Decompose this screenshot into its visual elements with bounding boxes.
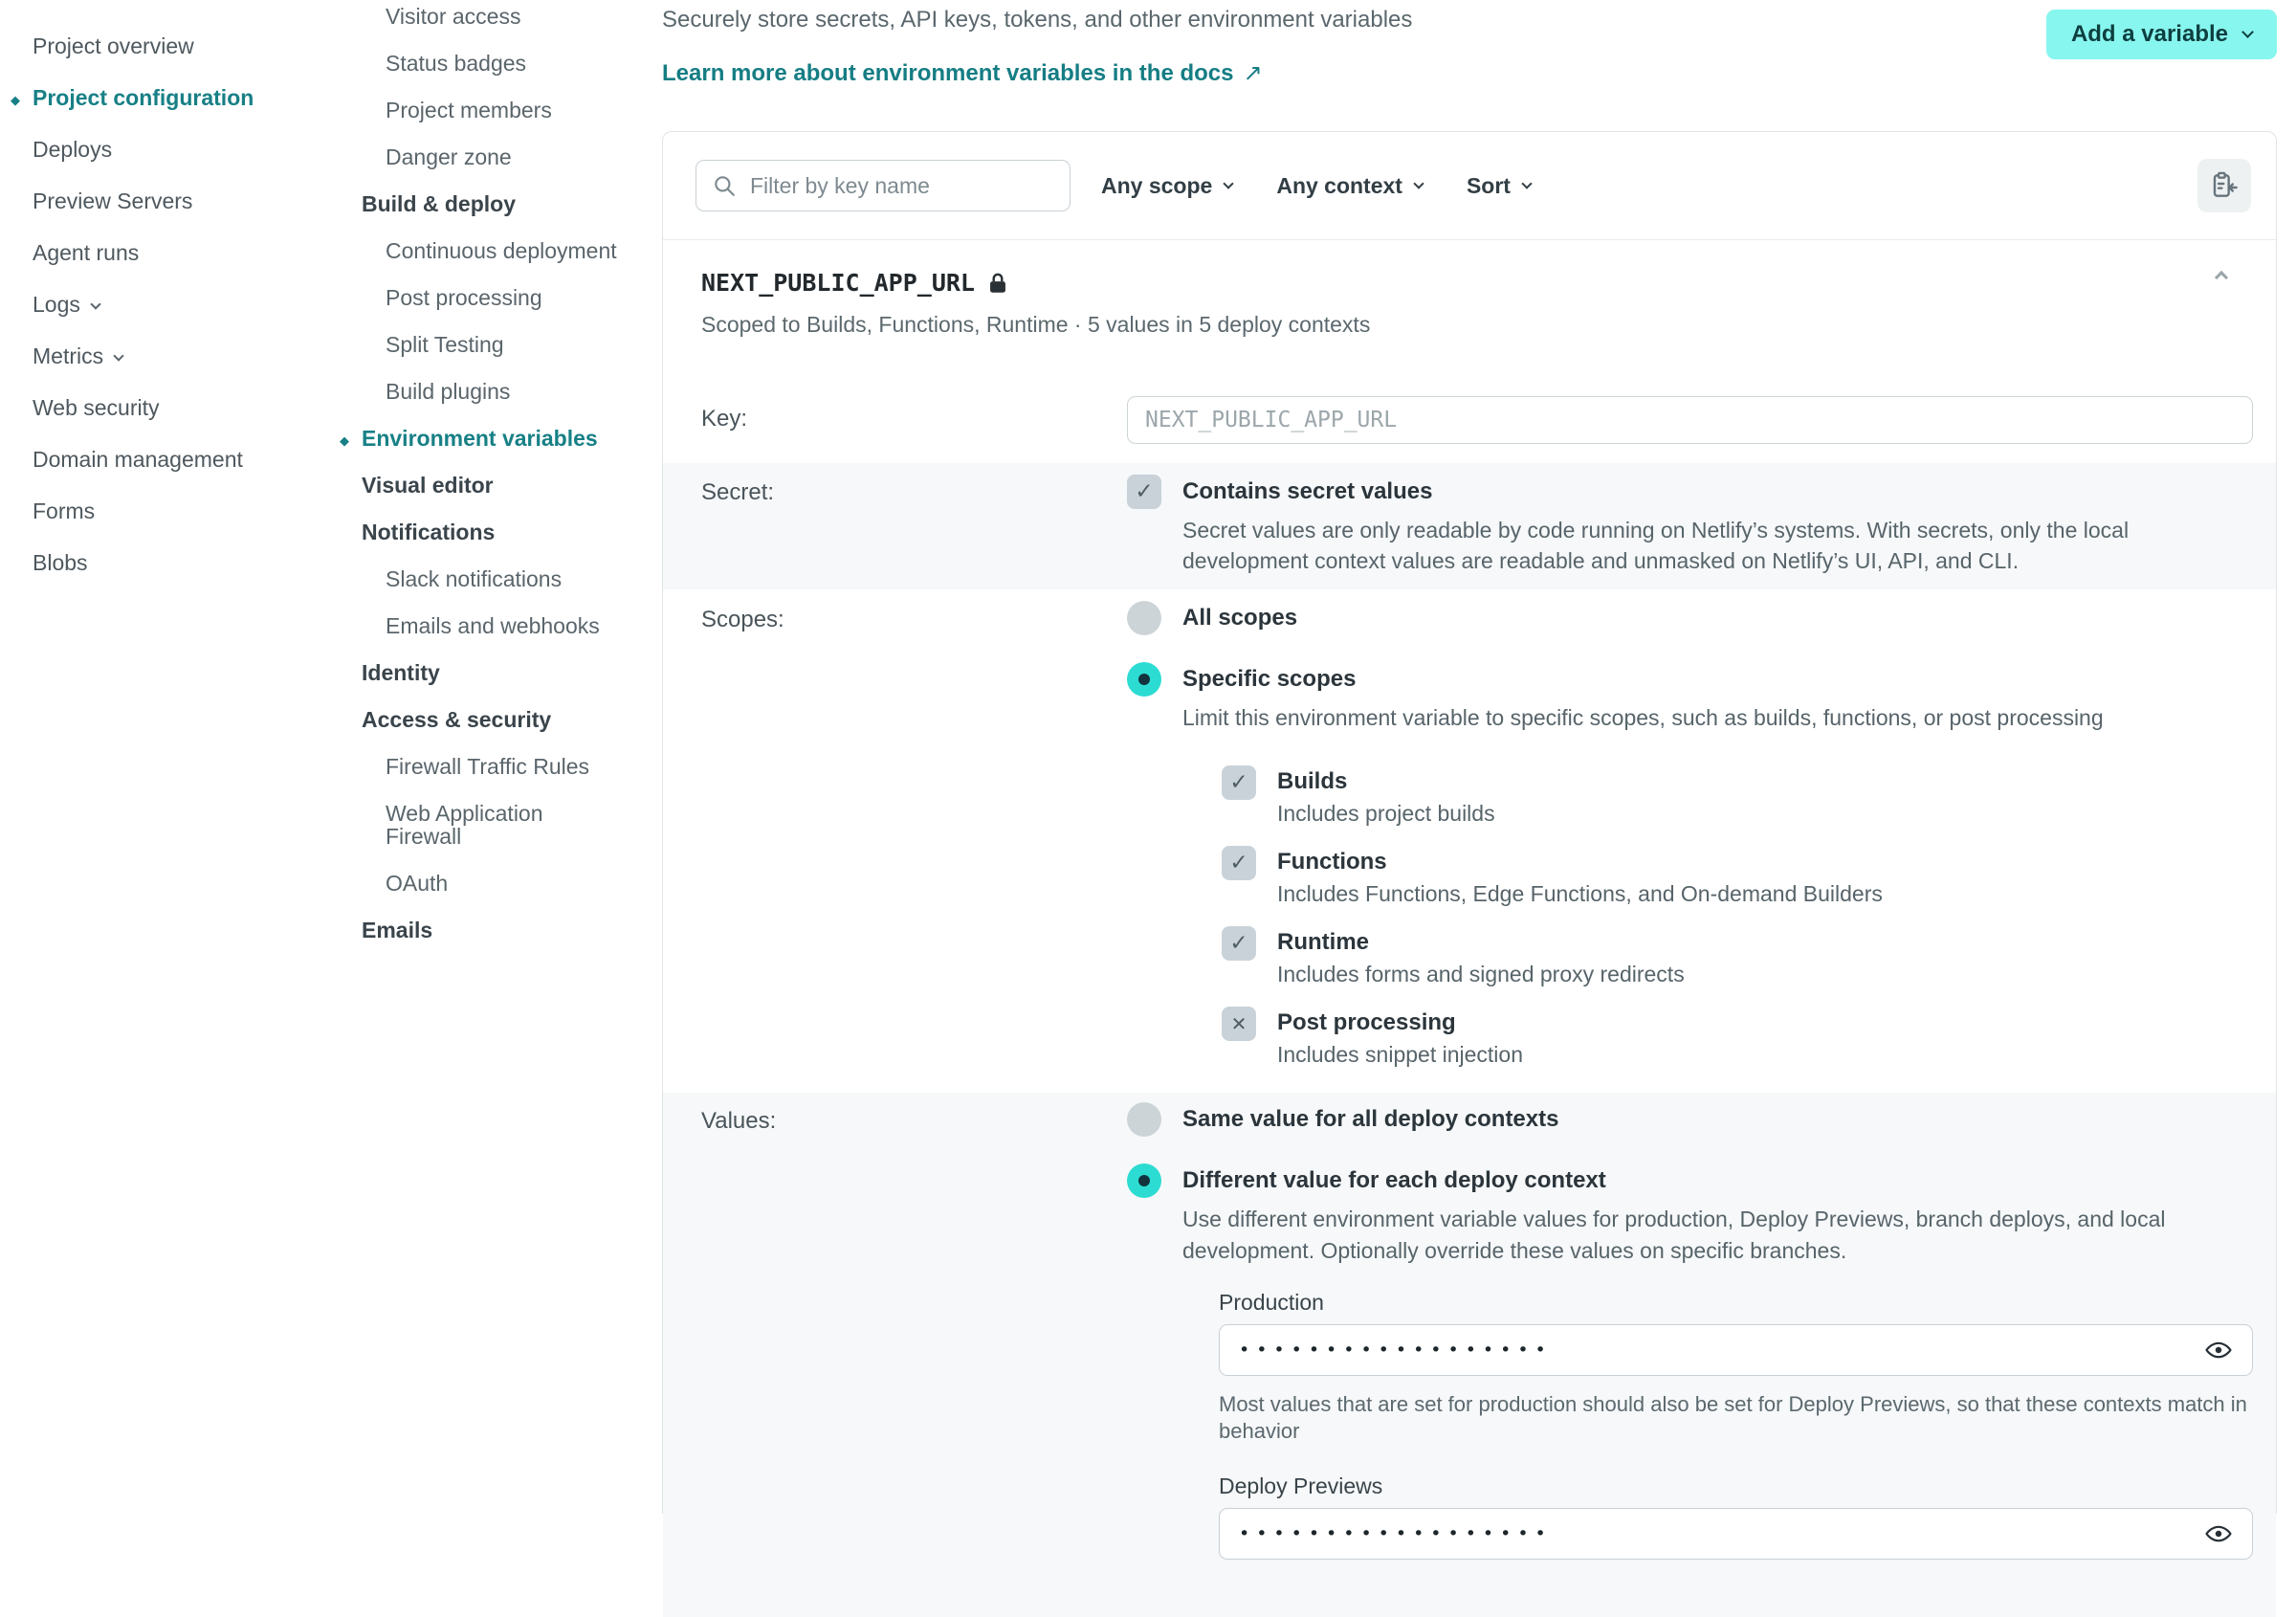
sidebar-item-logs[interactable]: [33, 293, 344, 316]
main-content: [660, 0, 2296, 1544]
sidebar-item-label: Agent runs: [33, 240, 140, 265]
sidebar-item-label: Preview Servers: [33, 188, 193, 213]
sidebar-item-label: Metrics: [33, 343, 104, 368]
chevron-down-icon: [1413, 178, 1424, 188]
sidebar-item-deploys[interactable]: [33, 138, 344, 161]
all-scopes-radio[interactable]: [1127, 601, 1161, 635]
runtime-checkbox[interactable]: [1222, 926, 1256, 961]
chevron-down-icon: [1224, 178, 1234, 188]
sidebar-item-domain-management[interactable]: [33, 448, 344, 471]
sidebar-item-preview-servers[interactable]: [33, 189, 344, 212]
scope-item-post-processing: [1222, 1007, 2104, 1068]
sidebar-item-firewall-traffic-rules[interactable]: Firewall Traffic Rules: [386, 754, 590, 779]
sidebar-item-slack-notifications[interactable]: Slack notifications: [386, 566, 563, 591]
variable-name: [701, 269, 2234, 298]
scope-filter-label: Any scope: [1101, 172, 1213, 198]
functions-description: Includes Functions, Edge Functions, and On-demand Builders: [1277, 881, 1883, 906]
variable-scope-summary: Scoped to Builds, Functions, Runtime · 5 values in 5 deploy contexts: [701, 312, 1371, 337]
active-diamond-icon: [340, 431, 349, 454]
lock-icon: [988, 273, 1007, 294]
scopes-row: [663, 589, 2276, 1093]
contains-secret-checkbox[interactable]: [1127, 475, 1161, 509]
sidebar-item-build-plugins[interactable]: Build plugins: [386, 379, 511, 404]
scopes-label: Scopes:: [701, 607, 784, 632]
builds-description: Includes project builds: [1277, 801, 1495, 826]
specific-scopes-description: Limit this environment variable to specific scopes, such as builds, functions, or post processing: [1182, 705, 2104, 730]
active-diamond-icon: [11, 90, 20, 113]
sidebar-item-project-configuration[interactable]: [33, 86, 344, 109]
sidebar-item-post-processing[interactable]: Post processing: [386, 285, 542, 310]
docs-link-label: Learn more about environment variables in the docs: [662, 60, 1234, 86]
scope-checkbox-list: [1222, 765, 2104, 1068]
eye-icon: [2204, 1336, 2233, 1364]
context-filter-label: Any context: [1276, 172, 1402, 198]
different-value-title: Different value for each deploy context: [1182, 1167, 1606, 1193]
add-variable-label: Add a variable: [2070, 21, 2228, 47]
import-icon: [2209, 170, 2240, 201]
sidebar-item-label: Deploys: [33, 137, 113, 162]
specific-scopes-radio[interactable]: [1127, 662, 1161, 697]
values-row: [663, 1093, 2276, 1617]
sidebar-section-notifications[interactable]: Notifications: [362, 520, 496, 544]
sidebar-item-label: Web security: [33, 395, 160, 420]
context-deploy-previews: [1219, 1473, 2253, 1560]
all-scopes-title: All scopes: [1182, 605, 1298, 631]
different-value-radio[interactable]: [1127, 1163, 1161, 1198]
values-label: Values:: [701, 1108, 777, 1134]
sidebar-item-forms[interactable]: [33, 499, 344, 522]
filter-key-input[interactable]: [748, 172, 1054, 200]
context-production: [1219, 1290, 2253, 1445]
deploy-previews-reveal-button[interactable]: [2204, 1519, 2233, 1548]
chevron-down-icon: [90, 299, 100, 309]
sidebar-section-identity[interactable]: Identity: [362, 660, 440, 685]
runtime-title: Runtime: [1277, 929, 1369, 955]
sidebar-section-build-deploy[interactable]: Build & deploy: [362, 191, 516, 216]
sidebar-item-visitor-access[interactable]: Visitor access: [386, 4, 521, 29]
sidebar-item-label: Project overview: [33, 33, 194, 58]
sidebar-item-label: Environment variables: [362, 426, 598, 451]
sidebar-item-oauth[interactable]: OAuth: [386, 871, 449, 896]
key-row: [663, 364, 2276, 463]
variable-header: [663, 240, 2276, 364]
page-intro: Securely store secrets, API keys, tokens, and other environment variables: [662, 7, 1413, 33]
secret-row: [663, 463, 2276, 589]
sidebar-item-continuous-deployment[interactable]: Continuous deployment: [386, 238, 617, 263]
builds-checkbox[interactable]: [1222, 765, 1256, 800]
chevron-up-icon: [2215, 271, 2228, 284]
different-value-description: Use different environment variable values for production, Deploy Previews, branch deploys, and local development. Optionally override these values on specific branches.: [1182, 1207, 2166, 1263]
post-processing-description: Includes snippet injection: [1277, 1042, 1523, 1067]
scope-item-builds: [1222, 765, 2104, 827]
sidebar-item-label: Logs: [33, 292, 80, 317]
production-reveal-button[interactable]: [2204, 1336, 2233, 1364]
env-variables-card: [662, 131, 2277, 1544]
deploy-previews-label: Deploy Previews: [1219, 1473, 1383, 1498]
sidebar-item-metrics[interactable]: [33, 344, 344, 367]
sidebar-item-label: Forms: [33, 498, 96, 523]
sort-label: Sort: [1466, 172, 1511, 198]
post-processing-checkbox[interactable]: [1222, 1007, 1256, 1041]
sidebar-item-visual-editor[interactable]: Visual editor: [362, 473, 494, 498]
builds-title: Builds: [1277, 768, 1348, 794]
sidebar-item-split-testing[interactable]: Split Testing: [386, 332, 504, 357]
contains-secret-title: Contains secret values: [1182, 478, 1433, 504]
sidebar-item-project-members[interactable]: Project members: [386, 98, 552, 122]
sort-dropdown[interactable]: [1467, 173, 1531, 199]
scope-filter-dropdown[interactable]: [1101, 173, 1232, 199]
specific-scopes-title: Specific scopes: [1182, 666, 1357, 692]
same-value-title: Same value for all deploy contexts: [1182, 1106, 1559, 1132]
production-help-text: Most values that are set for production should also be set for Deploy Previews, so that these contexts match in behavior: [1219, 1392, 2247, 1443]
scope-item-runtime: [1222, 926, 2104, 987]
chevron-down-icon: [2241, 26, 2254, 38]
sidebar-item-danger-zone[interactable]: Danger zone: [386, 144, 512, 169]
sidebar-item-web-application-firewall[interactable]: Web Application Firewall: [386, 801, 543, 849]
sidebar-item-status-badges[interactable]: Status badges: [386, 51, 527, 76]
key-label: Key:: [701, 406, 748, 432]
functions-checkbox[interactable]: [1222, 846, 1256, 880]
chevron-down-icon: [1521, 178, 1532, 188]
sidebar-item-label: Blobs: [33, 550, 88, 575]
filter-toolbar: [663, 132, 2276, 239]
sidebar-section-emails[interactable]: Emails: [362, 918, 433, 942]
contains-secret-description: Secret values are only readable by code running on Netlify’s systems. With secrets, only the local development context values are readable and unmasked on Netlify’s UI, API, and CLI.: [1182, 518, 2130, 573]
sidebar-item-agent-runs[interactable]: [33, 241, 344, 264]
production-label: Production: [1219, 1290, 1324, 1315]
primary-sidebar: [0, 0, 344, 1510]
sidebar-item-label: Domain management: [33, 447, 243, 472]
post-processing-title: Post processing: [1277, 1009, 1456, 1035]
sidebar-section-access-security[interactable]: Access & security: [362, 707, 552, 732]
sidebar-item-label: Project configuration: [33, 85, 254, 110]
secondary-sidebar: [344, 0, 660, 1510]
sidebar-item-web-security[interactable]: [33, 396, 344, 419]
production-value-input[interactable]: [1219, 1324, 2253, 1376]
functions-title: Functions: [1277, 849, 1387, 875]
sidebar-item-emails-and-webhooks[interactable]: Emails and webhooks: [386, 613, 600, 638]
collapse-variable-button[interactable]: [2213, 267, 2230, 289]
context-filter-dropdown[interactable]: [1276, 173, 1423, 199]
secret-label: Secret:: [701, 479, 775, 505]
add-variable-button[interactable]: [2046, 10, 2277, 59]
same-value-radio[interactable]: [1127, 1102, 1161, 1137]
variable-name-text: NEXT_PUBLIC_APP_URL: [701, 269, 975, 297]
production-masked-value: ••••••••••••••••••: [1239, 1340, 1553, 1361]
docs-link[interactable]: [662, 59, 1263, 87]
import-variables-button[interactable]: [2197, 159, 2251, 212]
sidebar-item-environment-variables[interactable]: [362, 427, 660, 450]
search-icon: [712, 173, 737, 198]
scope-item-functions: [1222, 846, 2104, 907]
deploy-previews-value-input[interactable]: [1219, 1508, 2253, 1560]
sidebar-item-project-overview[interactable]: [33, 34, 344, 57]
runtime-description: Includes forms and signed proxy redirects: [1277, 962, 1685, 986]
deploy-previews-masked-value: ••••••••••••••••••: [1239, 1523, 1553, 1544]
key-input[interactable]: [1127, 396, 2253, 444]
eye-icon: [2204, 1519, 2233, 1548]
chevron-down-icon: [113, 350, 123, 361]
filter-search-box[interactable]: [695, 160, 1071, 211]
external-link-arrow-icon: ↗: [1243, 59, 1263, 86]
sidebar-item-blobs[interactable]: [33, 551, 344, 574]
